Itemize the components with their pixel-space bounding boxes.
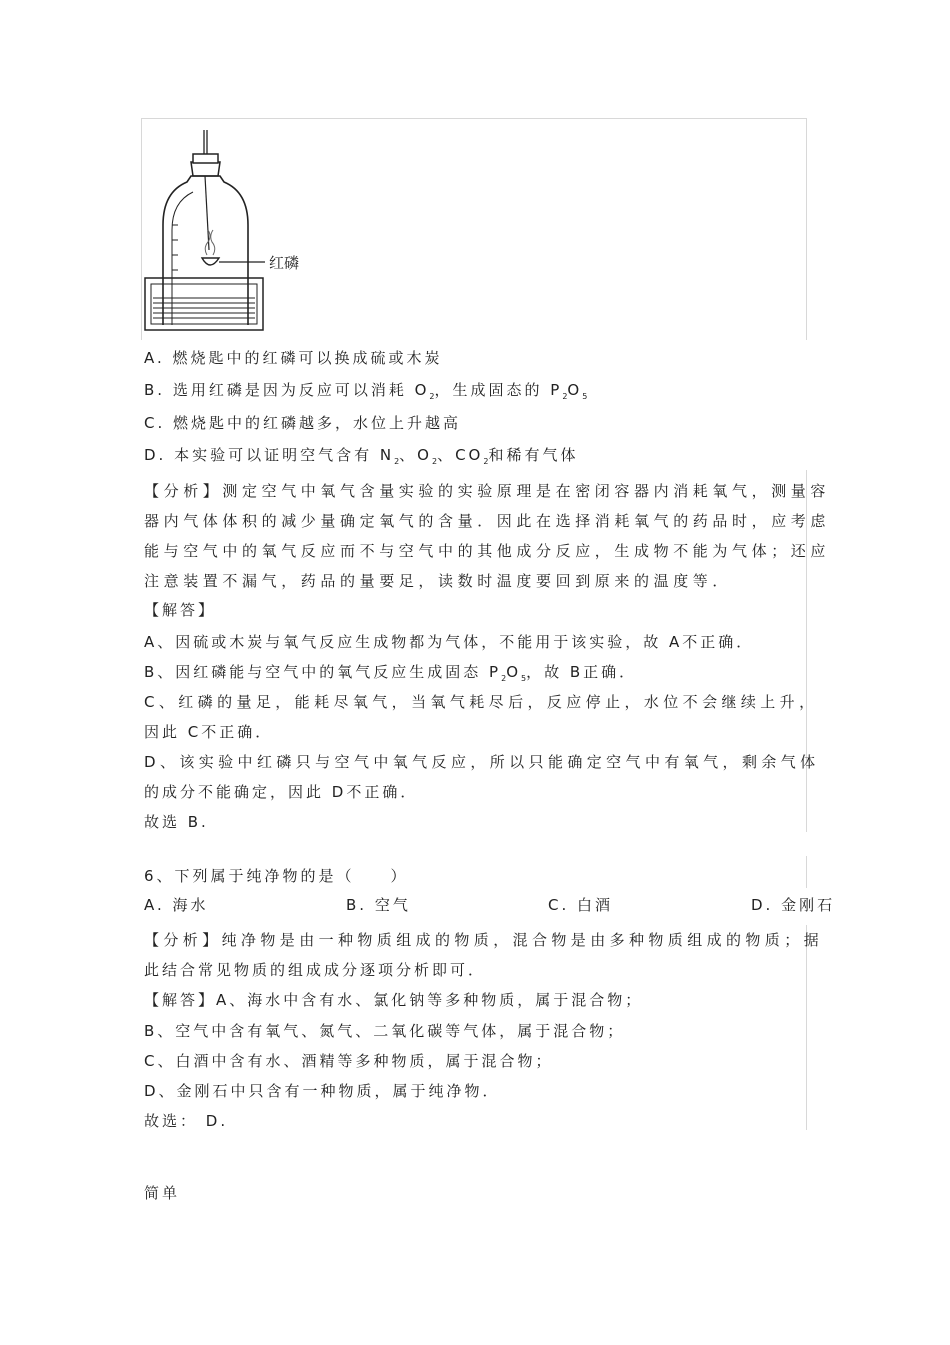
difficulty-label: 简单 (144, 1184, 181, 1202)
q6-conclusion: 故选： D. (144, 1112, 229, 1130)
q6-option-d: D. 金刚石 (751, 896, 836, 914)
q5-option-d (144, 445, 578, 472)
q6-answer-line-3: C、白酒中含有水、酒精等多种物质，属于混合物； (144, 1052, 554, 1070)
q5-option-d-sub3: 2 (483, 457, 489, 466)
q5-answer-b-text: B、因红磷能与空气中的氧气反应生成固态 P (144, 663, 502, 681)
q5-option-a-text: A. 燃烧匙中的红磷可以换成硫或木炭 (144, 349, 443, 367)
q5-option-c-text: C. 燃烧匙中的红磷越多，水位上升越高 (144, 414, 462, 432)
q6-analysis-line-1: 【分析】纯净物是由一种物质组成的物质，混合物是由多种物质组成的物质；据 (144, 931, 824, 949)
q5-answer-b-sub2: 5 (521, 674, 527, 683)
q5-option-b-text: B. 选用红磷是因为反应可以消耗 O (144, 381, 430, 399)
q5-option-a (144, 348, 443, 368)
frame-right-line-4 (806, 925, 807, 1130)
q5-option-d-sub2: 2 (431, 457, 438, 466)
q5-conclusion: 故选 B. (144, 813, 209, 831)
q5-option-b (144, 380, 587, 407)
q6-answer-line-4: D、金刚石中只含有一种物质，属于纯净物． (144, 1082, 501, 1100)
frame-right-line (806, 118, 807, 340)
q5-option-b-mid: ，生成固态的 P (434, 381, 563, 399)
q5-answer-b-suffix: ，故 B正确． (526, 663, 638, 681)
q5-option-d-suffix: 和稀有气体 (488, 446, 579, 464)
frame-top-line (141, 118, 807, 119)
q5-analysis-line-1: 【分析】测定空气中氧气含量实验的实验原理是在密闭容器内消耗氧气，测量容 (144, 482, 831, 500)
q5-option-d-text: D. 本实验可以证明空气含有 N (144, 446, 395, 464)
q5-option-c (144, 413, 461, 433)
apparatus-figure (143, 130, 323, 339)
q5-answer-b (144, 662, 637, 689)
q6-question: 6、下列属于纯净物的是（ ） (144, 867, 409, 885)
q6-answer-line-2: B、空气中含有氧气、氮气、二氧化碳等气体，属于混合物； (144, 1022, 626, 1040)
q5-option-b-mid2: O (567, 381, 583, 399)
q5-option-b-sub3: 5 (582, 392, 588, 401)
q5-answer-d-line-2: 的成分不能确定，因此 D不正确． (144, 783, 419, 801)
q5-analysis-line-4: 注意装置不漏气，药品的量要足，读数时温度要回到原来的温度等． (144, 572, 733, 590)
q5-analysis-line-2: 器内气体体积的减少量确定氧气的含量．因此在选择消耗氧气的药品时，应考虑 (144, 512, 831, 530)
frame-left-line (141, 118, 142, 340)
q5-answer-b-mid: O (506, 663, 522, 681)
q5-answer-header: 【解答】 (144, 601, 217, 619)
q5-answer-b-sub1: 2 (501, 674, 507, 683)
frame-right-line-3 (806, 856, 807, 888)
q5-option-d-sub1: 2 (394, 457, 400, 466)
q5-answer-c-line-1: C、红磷的量足，能耗尽氧气，当氧气耗尽后，反应停止，水位不会继续上升， (144, 693, 819, 711)
q5-answer-d-line-1: D、该实验中红磷只与空气中氧气反应，所以只能确定空气中有氧气，剩余气体 (144, 753, 820, 771)
q5-option-d-mid2: 、CO (437, 446, 484, 464)
q5-option-b-sub2: 2 (562, 392, 568, 401)
q6-option-b: B. 空气 (346, 896, 411, 914)
q5-option-d-mid: 、O (399, 446, 432, 464)
q6-answer-line-1: 【解答】A、海水中含有水、氯化钠等多种物质，属于混合物； (144, 991, 644, 1009)
red-phosphorus-label: 红磷 (269, 254, 300, 272)
q6-analysis-line-2: 此结合常见物质的组成成分逐项分析即可． (144, 961, 487, 979)
q5-option-b-sub1: 2 (429, 392, 435, 401)
q5-analysis-line-3: 能与空气中的氧气反应而不与空气中的其他成分反应，生成物不能为气体；还应 (144, 542, 831, 560)
q5-answer-c-line-2: 因此 C不正确． (144, 723, 274, 741)
bell-jar-diagram (143, 130, 323, 335)
q5-answer-a: A、因硫或木炭与氧气反应生成物都为气体，不能用于该实验，故 A不正确． (144, 633, 755, 651)
q6-option-c: C. 白酒 (548, 896, 614, 914)
q6-option-a: A. 海水 (144, 896, 209, 914)
